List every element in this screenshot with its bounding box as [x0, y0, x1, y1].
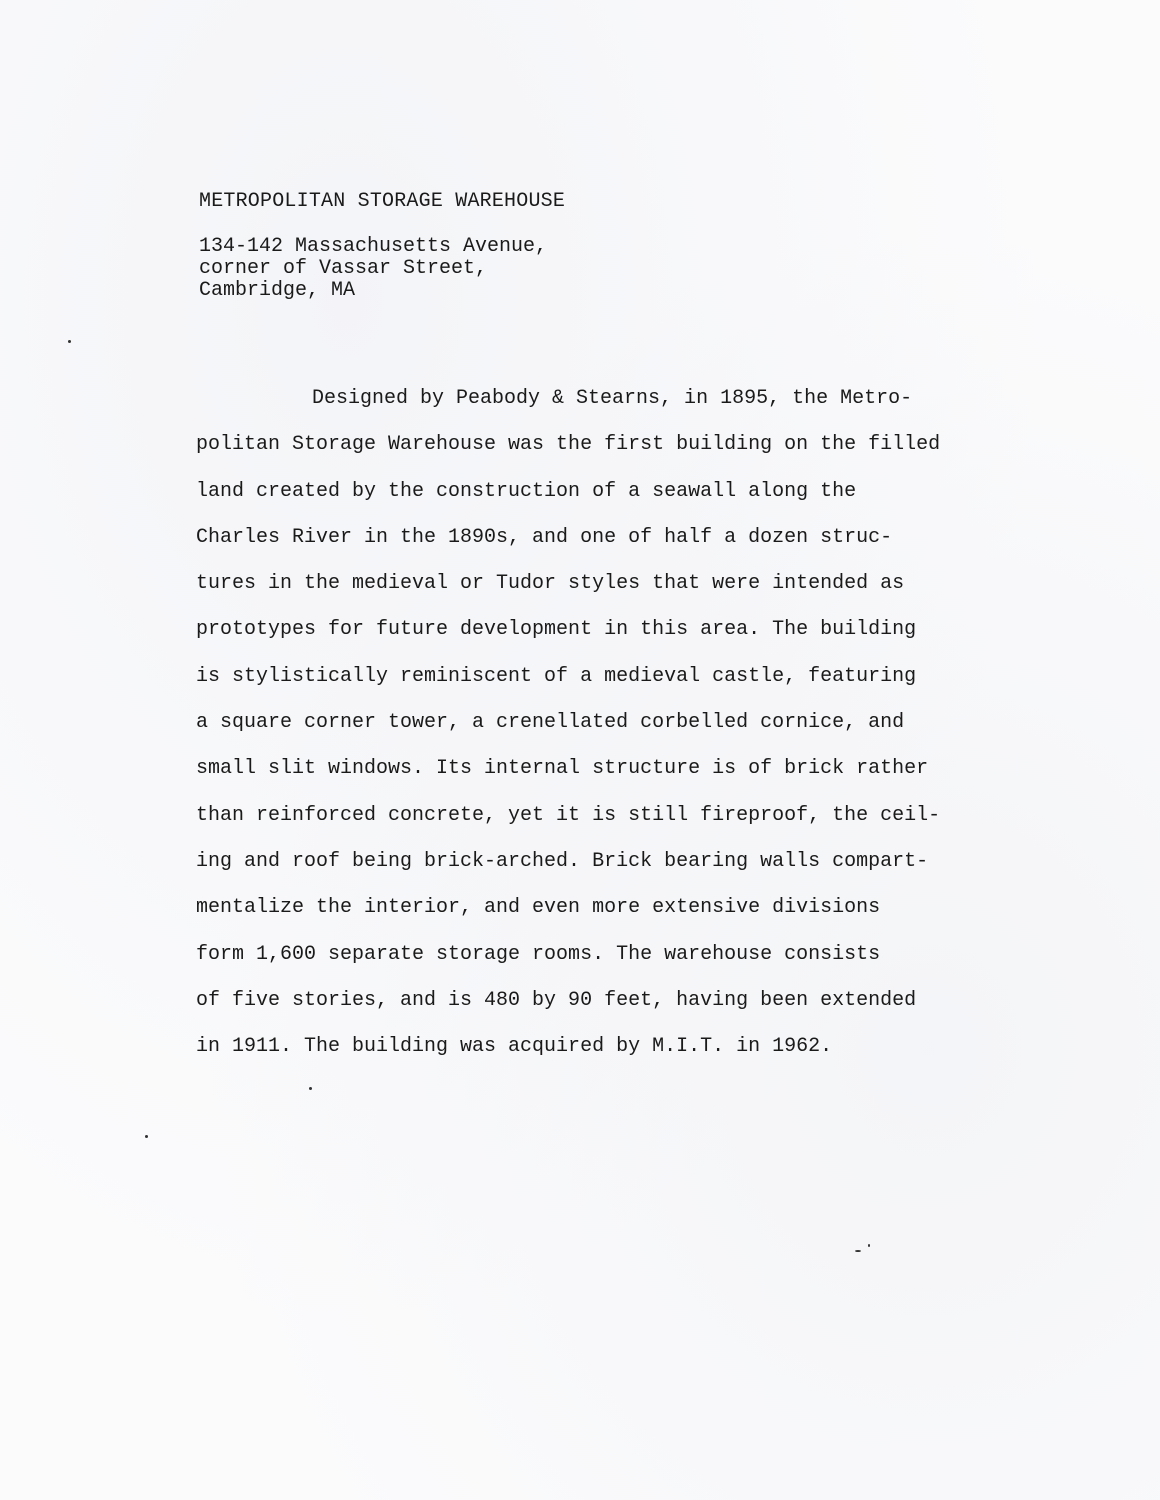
paragraph-line: mentalize the interior, and even more extensive divisions	[196, 896, 881, 920]
document-title: METROPOLITAN STORAGE WAREHOUSE	[199, 190, 566, 213]
scan-speck	[868, 1244, 870, 1247]
paragraph-line: form 1,600 separate storage rooms. The warehouse consists	[196, 942, 881, 966]
paragraph-line: prototypes for future development in this area. The building	[196, 618, 917, 642]
paragraph-line: of five stories, and is 480 by 90 feet, having been extended	[196, 988, 917, 1012]
paragraph-line: ing and roof being brick-arched. Brick bearing walls compart-	[196, 849, 929, 873]
paragraph-line: than reinforced concrete, yet it is still fireproof, the ceil-	[196, 803, 941, 827]
scan-speck	[855, 1250, 861, 1252]
scan-speck	[145, 1135, 148, 1138]
body-paragraph	[196, 376, 940, 1070]
address-line: Cambridge, MA	[199, 279, 356, 302]
address-block	[199, 236, 547, 302]
paragraph-line: Charles River in the 1890s, and one of half a dozen struc-	[196, 525, 893, 549]
paragraph-line: Designed by Peabody & Stearns, in 1895, the Metro-	[312, 387, 913, 410]
address-line: 134-142 Massachusetts Avenue,	[199, 235, 548, 258]
paragraph-line: is stylistically reminiscent of a medieval castle, featuring	[196, 664, 917, 688]
scan-speck	[68, 340, 71, 343]
paragraph-line: in 1911. The building was acquired by M.I.T. in 1962.	[196, 1035, 833, 1059]
paragraph-line: politan Storage Warehouse was the first building on the filled	[196, 433, 941, 457]
scan-speck	[309, 1087, 312, 1090]
paragraph-line: tures in the medieval or Tudor styles that were intended as	[196, 572, 905, 596]
paragraph-line: land created by the construction of a seawall along the	[196, 479, 857, 503]
address-line: corner of Vassar Street,	[199, 257, 488, 280]
paragraph-line: small slit windows. Its internal structure is of brick rather	[196, 757, 929, 781]
paragraph-line: a square corner tower, a crenellated corbelled cornice, and	[196, 711, 905, 735]
